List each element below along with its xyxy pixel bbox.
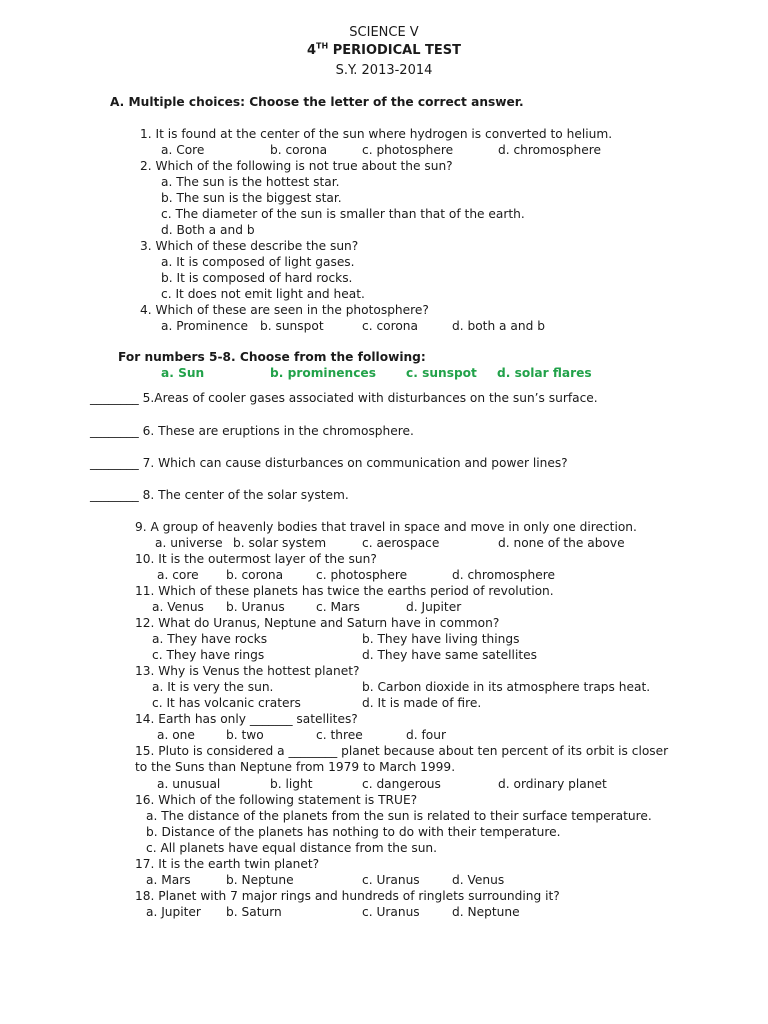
question-15: 15. Pluto is considered a ________ planet because about ten percent of its orbit is closer — [135, 744, 669, 758]
question-16: 16. Which of the following statement is TRUE? — [135, 793, 418, 807]
q12-choice-a: a. They have rocks — [152, 632, 268, 646]
question-2: 2. Which of the following is not true about the sun? — [140, 159, 453, 173]
question-14: 14. Earth has only _______ satellites? — [135, 712, 358, 726]
option-b: b. prominences — [270, 366, 376, 380]
subject-title: SCIENCE V — [349, 25, 419, 40]
q11-choice-d: d. Jupiter — [406, 600, 462, 614]
q3-choice-b: b. It is composed of hard rocks. — [161, 271, 353, 285]
q17-choice-d: d. Venus — [452, 873, 505, 887]
q1-choice-c: c. photosphere — [362, 143, 454, 157]
question-13: 13. Why is Venus the hottest planet? — [135, 664, 360, 678]
q11-choice-c: c. Mars — [316, 600, 360, 614]
q15-choice-d: d. ordinary planet — [498, 777, 607, 791]
test-number-suffix: TH — [316, 41, 329, 51]
q9-choice-c: c. aerospace — [362, 536, 440, 550]
part-a-instruction: A. Multiple choices: Choose the letter of the correct answer. — [110, 95, 524, 109]
q12-choice-c: c. They have rings — [152, 648, 265, 662]
question-18: 18. Planet with 7 major rings and hundreds of ringlets surrounding it? — [135, 889, 560, 903]
q4-choice-c: c. corona — [362, 319, 418, 333]
q17-choice-c: c. Uranus — [362, 873, 420, 887]
q10-choice-b: b. corona — [226, 568, 284, 582]
q2-choice-c: c. The diameter of the sun is smaller than that of the earth. — [161, 207, 525, 221]
question-15-continued: to the Suns than Neptune from 1979 to March 1999. — [135, 760, 456, 774]
q9-choice-a: a. universe — [155, 536, 223, 550]
q9-choice-d: d. none of the above — [498, 536, 625, 550]
question-7: ________ 7. Which can cause disturbances on communication and power lines? — [90, 456, 568, 470]
q14-choice-d: d. four — [406, 728, 446, 742]
q16-choice-b: b. Distance of the planets has nothing to do with their temperature. — [146, 825, 561, 839]
q13-choice-a: a. It is very the sun. — [152, 680, 274, 694]
q18-choice-c: c. Uranus — [362, 905, 420, 919]
q4-choice-a: a. Prominence — [161, 319, 248, 333]
q16-choice-c: c. All planets have equal distance from the sun. — [146, 841, 438, 855]
q3-choice-c: c. It does not emit light and heat. — [161, 287, 365, 301]
q15-choice-b: b. light — [270, 777, 313, 791]
school-year: S.Y. 2013-2014 — [335, 63, 433, 78]
q11-choice-b: b. Uranus — [226, 600, 285, 614]
test-number: 4 — [306, 43, 317, 58]
question-8: ________ 8. The center of the solar system. — [90, 488, 349, 502]
q9-choice-b: b. solar system — [233, 536, 327, 550]
q2-choice-d: d. Both a and b — [161, 223, 255, 237]
q18-choice-d: d. Neptune — [452, 905, 520, 919]
question-17: 17. It is the earth twin planet? — [135, 857, 320, 871]
q12-choice-d: d. They have same satellites — [362, 648, 537, 662]
q18-choice-b: b. Saturn — [226, 905, 282, 919]
q17-choice-a: a. Mars — [146, 873, 191, 887]
question-1: 1. It is found at the center of the sun where hydrogen is converted to helium. — [140, 127, 613, 141]
q10-choice-d: d. chromosphere — [452, 568, 555, 582]
q4-choice-d: d. both a and b — [452, 319, 545, 333]
test-name: PERIODICAL TEST — [328, 43, 462, 58]
q17-choice-b: b. Neptune — [226, 873, 294, 887]
q15-choice-a: a. unusual — [157, 777, 221, 791]
q10-choice-a: a. core — [157, 568, 199, 582]
q4-choice-b: b. sunspot — [260, 319, 324, 333]
q1-choice-d: d. chromosphere — [498, 143, 601, 157]
q2-choice-b: b. The sun is the biggest star. — [161, 191, 342, 205]
question-5: ________ 5.Areas of cooler gases associated with disturbances on the sun’s surface. — [90, 391, 598, 405]
q12-choice-b: b. They have living things — [362, 632, 520, 646]
question-12: 12. What do Uranus, Neptune and Saturn have in common? — [135, 616, 500, 630]
part-b-instruction: For numbers 5-8. Choose from the following: — [118, 350, 426, 364]
question-9: 9. A group of heavenly bodies that travel in space and move in only one direction. — [135, 520, 637, 534]
q14-choice-a: a. one — [157, 728, 195, 742]
option-a: a. Sun — [161, 366, 205, 380]
option-c: c. sunspot — [406, 366, 477, 380]
question-10: 10. It is the outermost layer of the sun? — [135, 552, 377, 566]
question-3: 3. Which of these describe the sun? — [140, 239, 359, 253]
q13-choice-d: d. It is made of fire. — [362, 696, 482, 710]
q2-choice-a: a. The sun is the hottest star. — [161, 175, 340, 189]
q16-choice-a: a. The distance of the planets from the sun is related to their surface temperature. — [146, 809, 652, 823]
q1-choice-b: b. corona — [270, 143, 328, 157]
q10-choice-c: c. photosphere — [316, 568, 408, 582]
q13-choice-c: c. It has volcanic craters — [152, 696, 301, 710]
q14-choice-b: b. two — [226, 728, 264, 742]
q13-choice-b: b. Carbon dioxide in its atmosphere traps heat. — [362, 680, 651, 694]
q1-choice-a: a. Core — [161, 143, 205, 157]
option-d: d. solar flares — [497, 366, 592, 380]
question-4: 4. Which of these are seen in the photosphere? — [140, 303, 429, 317]
q3-choice-a: a. It is composed of light gases. — [161, 255, 355, 269]
test-title — [0, 42, 768, 60]
q15-choice-c: c. dangerous — [362, 777, 441, 791]
question-11: 11. Which of these planets has twice the earths period of revolution. — [135, 584, 554, 598]
question-6: ________ 6. These are eruptions in the chromosphere. — [90, 424, 414, 438]
q14-choice-c: c. three — [316, 728, 363, 742]
q18-choice-a: a. Jupiter — [146, 905, 201, 919]
q11-choice-a: a. Venus — [152, 600, 204, 614]
